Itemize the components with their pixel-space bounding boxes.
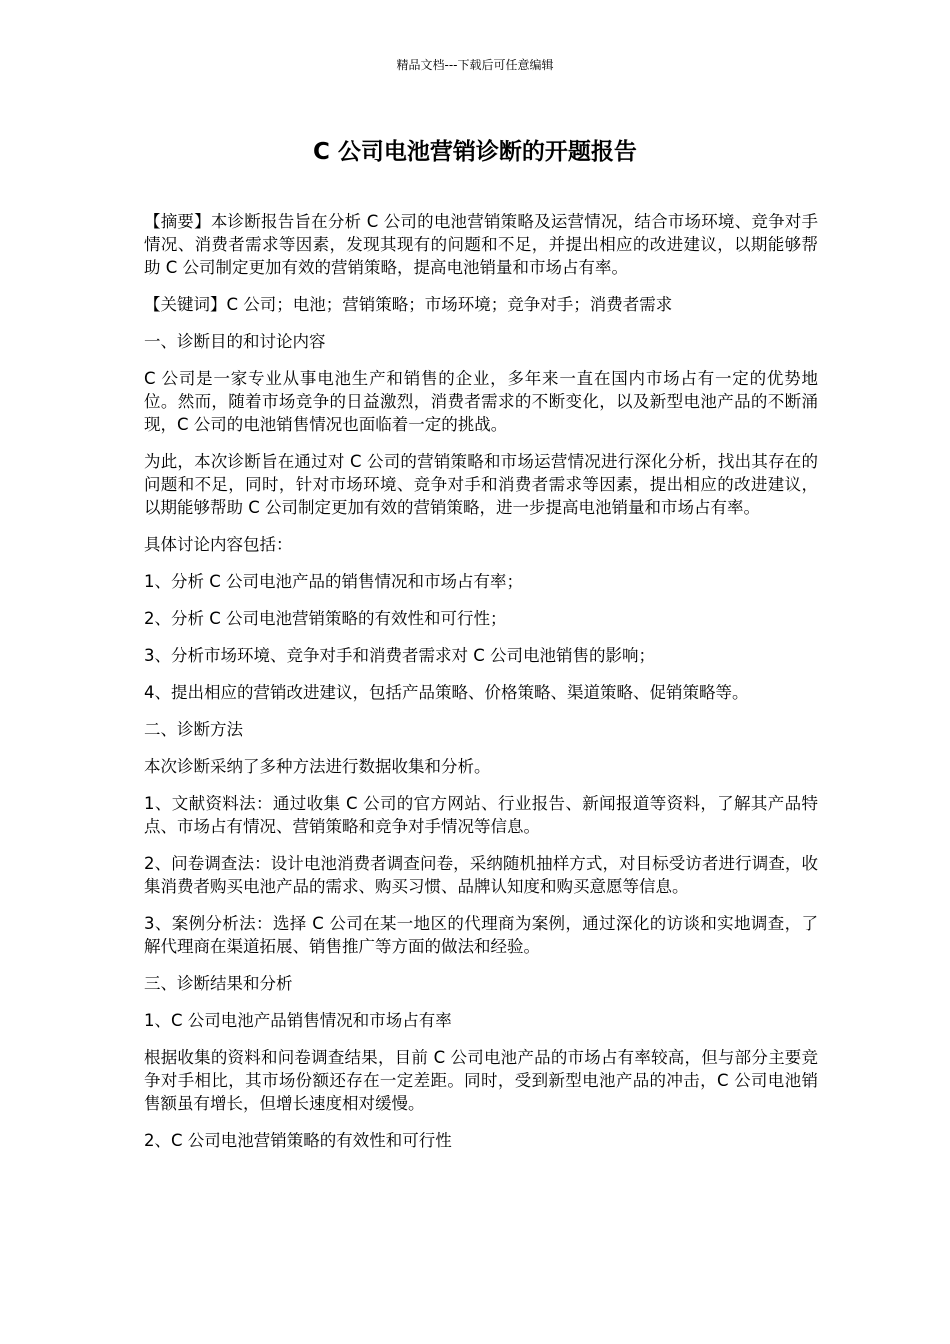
- list-item: 3、案例分析法：选择 C 公司在某一地区的代理商为案例，通过深化的访谈和实地调查，了解代理商在渠道拓展、销售推广等方面的做法和经验。: [144, 914, 818, 956]
- document-body: [144, 210, 818, 1166]
- body-paragraph: C 公司是一家专业从事电池生产和销售的企业，多年来一直在国内市场占有一定的优势地位。然而，随着市场竞争的日益激烈，消费者需求的不断变化，以及新型电池产品的不断涌现，C 公司的电池销售情况也面临着一定的挑战。: [144, 369, 818, 434]
- list-item: 4、提出相应的营销改进建议，包括产品策略、价格策略、渠道策略、促销策略等。: [144, 683, 749, 702]
- list-item: 2、问卷调查法：设计电池消费者调查问卷，采纳随机抽样方式，对目标受访者进行调查，收集消费者购买电池产品的需求、购买习惯、品牌认知度和购买意愿等信息。: [144, 854, 818, 896]
- body-paragraph: 根据收集的资料和问卷调查结果，目前 C 公司电池产品的市场占有率较高，但与部分主要竞争对手相比，其市场份额还存在一定差距。同时，受到新型电池产品的冲击，C 公司电池销售额虽有增长，但增长速度相对缓慢。: [144, 1048, 818, 1113]
- list-item: 1、文献资料法：通过收集 C 公司的官方网站、行业报告、新闻报道等资料，了解其产品特点、市场占有情况、营销策略和竞争对手情况等信息。: [144, 794, 818, 836]
- section-heading-3: 三、诊断结果和分析: [144, 974, 293, 993]
- header-note: 精品文档---下载后可任意编辑: [396, 58, 554, 72]
- body-paragraph: 本次诊断采纳了多种方法进行数据收集和分析。: [144, 757, 491, 776]
- list-item: 3、分析市场环境、竞争对手和消费者需求对 C 公司电池销售的影响；: [144, 646, 656, 665]
- section-heading-2: 二、诊断方法: [144, 720, 243, 739]
- list-item: 1、分析 C 公司电池产品的销售情况和市场占有率；: [144, 572, 524, 591]
- subsection-heading: 2、C 公司电池营销策略的有效性和可行性: [144, 1131, 452, 1150]
- body-paragraph: 具体讨论内容包括：: [144, 535, 293, 554]
- keywords-paragraph: 【关键词】C 公司；电池；营销策略；市场环境；竞争对手；消费者需求: [144, 295, 673, 314]
- body-paragraph: 为此，本次诊断旨在通过对 C 公司的营销策略和市场运营情况进行深化分析，找出其存在的问题和不足，同时，针对市场环境、竞争对手和消费者需求等因素，提出相应的改进建议，以期能够帮助 C 公司制定更加有效的营销策略，进一步提高电池销量和市场占有率。: [144, 452, 818, 517]
- abstract-paragraph: 【摘要】本诊断报告旨在分析 C 公司的电池营销策略及运营情况，结合市场环境、竞争对手情况、消费者需求等因素，发现其现有的问题和不足，并提出相应的改进建议，以期能够帮助 C 公司制定更加有效的营销策略，提高电池销量和市场占有率。: [144, 212, 818, 277]
- subsection-heading: 1、C 公司电池产品销售情况和市场占有率: [144, 1011, 452, 1030]
- section-heading-1: 一、诊断目的和讨论内容: [144, 332, 326, 351]
- document-title: C 公司电池营销诊断的开题报告: [313, 139, 637, 165]
- list-item: 2、分析 C 公司电池营销策略的有效性和可行性；: [144, 609, 507, 628]
